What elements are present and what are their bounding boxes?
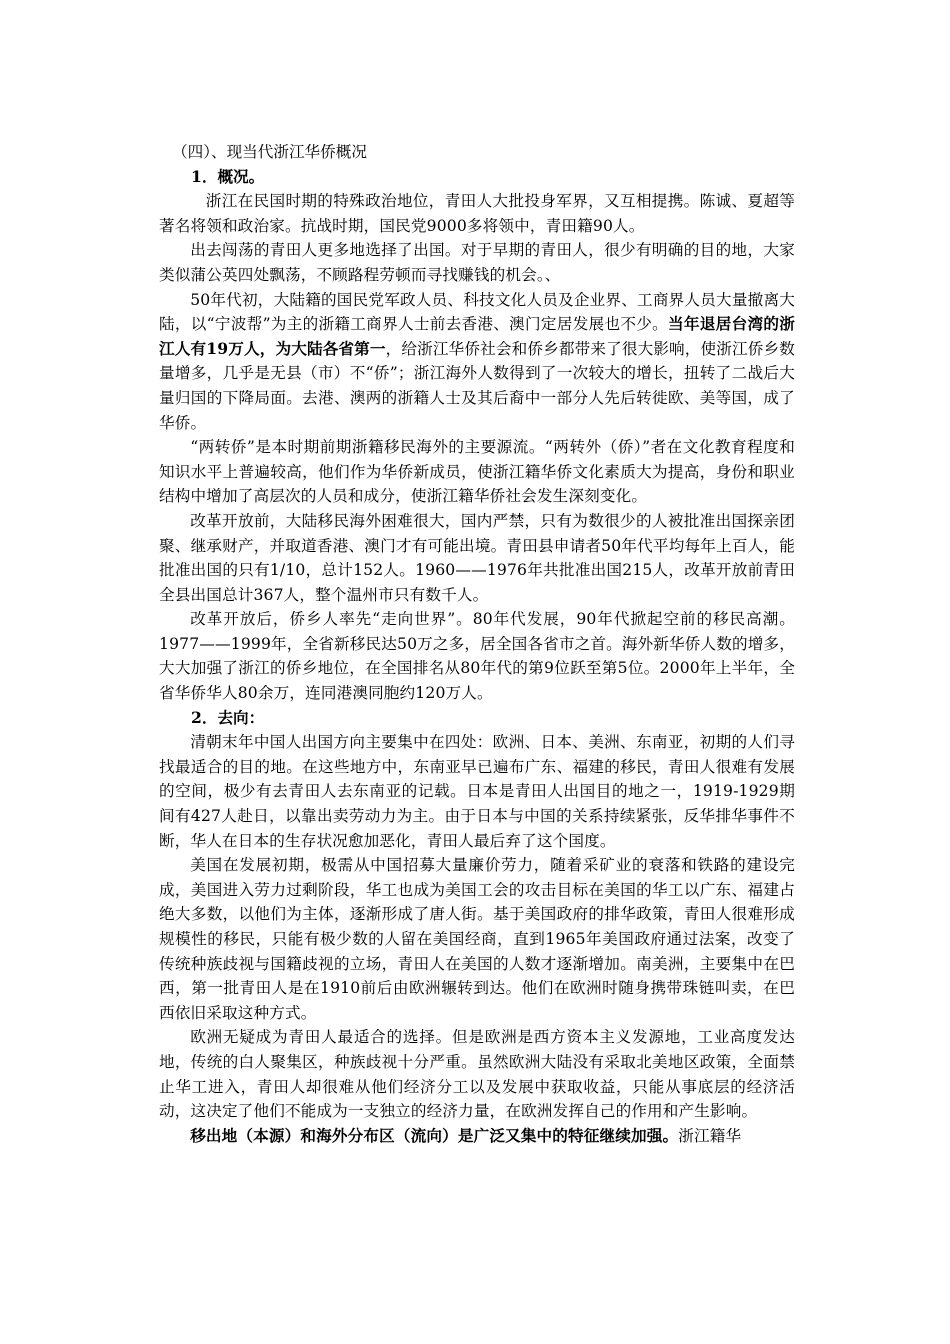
paragraph: 出去闯荡的青田人更多地选择了出国。对于早期的青田人，很少有明确的目的地，大家类似蒲公英四处飘荡，不顾路程劳顿而寻找赚钱的机会。、 bbox=[159, 241, 795, 284]
paragraph: 改革开放后，侨乡人率先“走向世界”。80年代发展，90年代掀起空前的移民高潮。1977——1999年，全省新移民达50万之多，居全国各省市之首。海外新华侨人数的增多，大大加强了浙江的侨乡地位，在全国排名从80年代的第9位跃至第5位。2000年上半年，全省华侨华人80余万，连同港澳同胞约120万人。 bbox=[159, 610, 795, 703]
paragraph: 美国在发展初期，极需从中国招募大量廉价劳力，随着采矿业的衰落和铁路的建设完成，美国进入劳力过剩阶段，华工也成为美国工会的攻击目标在美国的华工以广东、福建占绝大多数，以他们为主体，逐渐形成了唐人街。基于美国政府的排华政策，青田人很难形成规模性的移民，只能有极少数的人留在美国经商，直到1965年美国政府通过法案，改变了传统种族歧视与国籍歧视的立场，青田人在美国的人数才逐渐增加。南美洲，主要集中在巴西，第一批青田人是在1910前后由欧洲辗转到达。他们在欧洲时随身携带珠链叫卖，在巴西依旧采取这种方式。 bbox=[159, 856, 795, 1022]
paragraph: 欧洲无疑成为青田人最适合的选择。但是欧洲是西方资本主义发源地，工业高度发达地，传统的白人聚集区，种族歧视十分严重。虽然欧洲大陆没有采取北美地区政策，全面禁止华工进入，青田人却很难从他们经济分工以及发展中获取收益，只能从事底层的经济活动，这决定了他们不能成为一支独立的经济力量，在欧洲发挥自己的作用和产生影响。 bbox=[159, 1028, 795, 1121]
heading-overview: 1．概况。 bbox=[191, 166, 265, 186]
paragraph-text: 浙江籍华 bbox=[678, 1126, 742, 1145]
paragraph-text: 50年代初，大陆籍的国民党军政人员、科技文化人员及企业界、工商界人员大量撤离大陆，以“宁波帮”为主的浙籍工商界人士前去香港、澳门定居发展也不少。 bbox=[159, 290, 795, 334]
bold-highlight: 移出地（本源）和海外分布区（流向）是广泛又集中的特征继续加强。 bbox=[190, 1125, 679, 1145]
paragraph: 改革开放前，大陆移民海外困难很大，国内严禁，只有为数很少的人被批准出国探亲团聚、继承财产，并取道香港、澳门才有可能出境。青田县申请者50年代平均每年上百人，能批准出国的只有1/10，总计152人。1960——1976年共批准出国215人，改革开放前青田全县出国总计367人，整个温州市只有数千人。 bbox=[159, 511, 795, 604]
bold-highlight: 当年退居台湾的浙江人有19万人，为大陆各省第一 bbox=[159, 314, 795, 358]
document-page bbox=[159, 140, 795, 1148]
section-title: （四）、现当代浙江华侨概况 bbox=[172, 143, 367, 161]
paragraph: “两转侨”是本时期前期浙籍移民海外的主要源流。“两转外（侨）”者在文化教育程度和知识水平上普遍较高，他们作为华侨新成员，使浙江籍华侨文化素质大为提高，身份和职业结构中增加了高层次的人员和成分，使浙江籍华侨社会发生深刻变化。 bbox=[159, 438, 795, 506]
heading-destination: 2．去向： bbox=[191, 707, 265, 727]
paragraph bbox=[159, 1124, 795, 1149]
paragraph: 浙江在民国时期的特殊政治地位，青田人大批投身军界，又互相提携。陈诚、夏超等著名将领和政治家。抗战时期，国民党9000多将领中，青田籍90人。 bbox=[159, 192, 795, 235]
paragraph-text: ，给浙江华侨社会和侨乡都带来了很大影响，使浙江侨乡数量增多，几乎是无县（市）不“侨”；浙江海外人数得到了一次较大的增长，扭转了二战后大量归国的下降局面。去港、澳两的浙籍人士及其后裔中一部分人先后转徙欧、美等国，成了华侨。 bbox=[159, 339, 796, 432]
paragraph bbox=[159, 288, 795, 436]
paragraph: 清朝末年中国人出国方向主要集中在四处：欧洲、日本、美洲、东南亚，初期的人们寻找最适合的目的地。在这些地方中，东南亚早已遍布广东、福建的移民，青田人很难有发展的空间，极少有去青田人去东南亚的记载。日本是青田人出国目的地之一，1919-1929期间有427人赴日，以靠出卖劳动力为主。由于日本与中国的关系持续紧张，反华排华事件不断，华人在日本的生存状况愈加恶化，青田人最后弃了这个国度。 bbox=[159, 733, 795, 850]
